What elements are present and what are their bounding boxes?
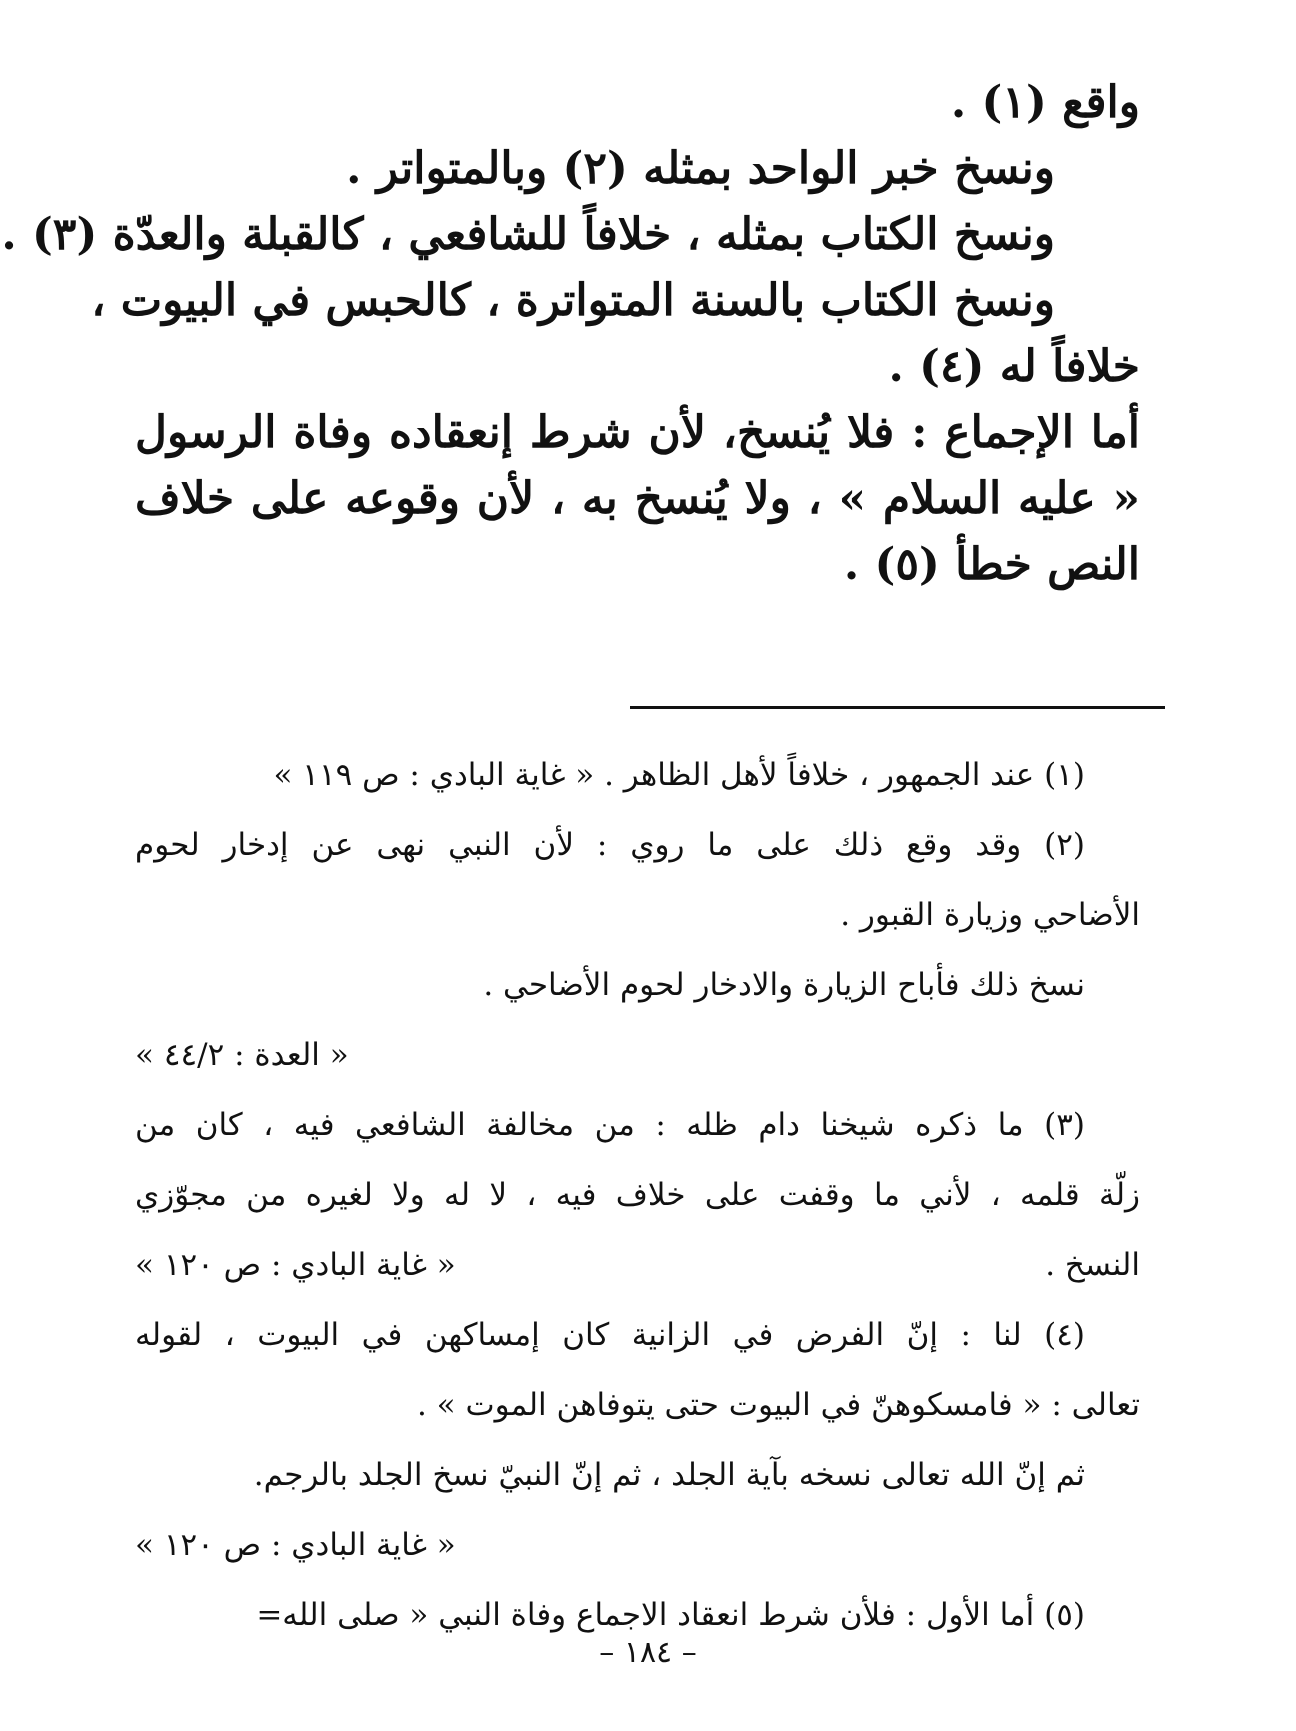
footnote-3-line-3	[135, 1230, 1140, 1300]
footnote-3-line-2: زلّة قلمه ، لأني ما وقفت على خلاف فيه ، لا له ولا لغيره من مجوّزي	[135, 1177, 1140, 1213]
main-line-1: واقع (١) .	[950, 77, 1140, 128]
footnote-3-reference: « غاية البادي : ص ١٢٠ »	[135, 1247, 456, 1283]
footnote-4-line-3: ثم إنّ الله تعالى نسخه بآية الجلد ، ثم إنّ النبيّ نسخ الجلد بالرجم.	[253, 1457, 1085, 1493]
footnote-1: (١) عند الجمهور ، خلافاً لأهل الظاهر . « غاية البادي : ص ١١٩ »	[273, 757, 1085, 793]
footnote-3-closing-text: النسخ .	[1045, 1247, 1140, 1283]
main-line-2: ونسخ خبر الواحد بمثله (٢) وبالمتواتر .	[346, 143, 1055, 194]
main-line-3: ونسخ الكتاب بمثله ، خلافاً للشافعي ، كالقبلة والعدّة (٣) .	[1, 209, 1055, 260]
page-number: – ١٨٤ –	[599, 1635, 697, 1670]
footnote-2-line-2: الأضاحي وزيارة القبور .	[840, 897, 1140, 933]
footnote-4-line-2: تعالى : « فامسكوهنّ في البيوت حتى يتوفاهن الموت » .	[416, 1387, 1140, 1423]
footnotes	[135, 740, 1140, 1650]
footnote-2-line-1: (٢) وقد وقع ذلك على ما روي : لأن النبي نهى عن إدخار لحوم	[135, 827, 1085, 863]
main-line-8: النص خطأ (٥) .	[843, 539, 1140, 590]
main-line-6: أما الإجماع : فلا يُنسخ، لأن شرط إنعقاده وفاة الرسول	[135, 407, 1140, 458]
footnote-separator	[630, 706, 1165, 709]
main-text	[1, 70, 1140, 598]
footnote-5: (٥) أما الأول : فلأن شرط انعقاد الاجماع وفاة النبي « صلى الله=	[256, 1597, 1085, 1633]
main-line-4: ونسخ الكتاب بالسنة المتواترة ، كالحبس في البيوت ،	[91, 275, 1055, 326]
footnote-4-line-1: (٤) لنا : إنّ الفرض في الزانية كان إمساكهن في البيوت ، لقوله	[135, 1317, 1085, 1353]
footnote-3-line-1: (٣) ما ذكره شيخنا دام ظله : من مخالفة الشافعي فيه ، كان من	[135, 1107, 1085, 1143]
main-line-7: « عليه السلام » ، ولا يُنسخ به ، لأن وقوعه على خلاف	[135, 473, 1140, 524]
footnote-2-line-3: نسخ ذلك فأباح الزيارة والادخار لحوم الأضاحي .	[483, 967, 1085, 1003]
footnote-4-reference: « غاية البادي : ص ١٢٠ »	[135, 1527, 456, 1563]
main-line-5: خلافاً له (٤) .	[888, 341, 1140, 392]
footnote-2-reference: « العدة : ٤٤/٢ »	[135, 1037, 349, 1073]
